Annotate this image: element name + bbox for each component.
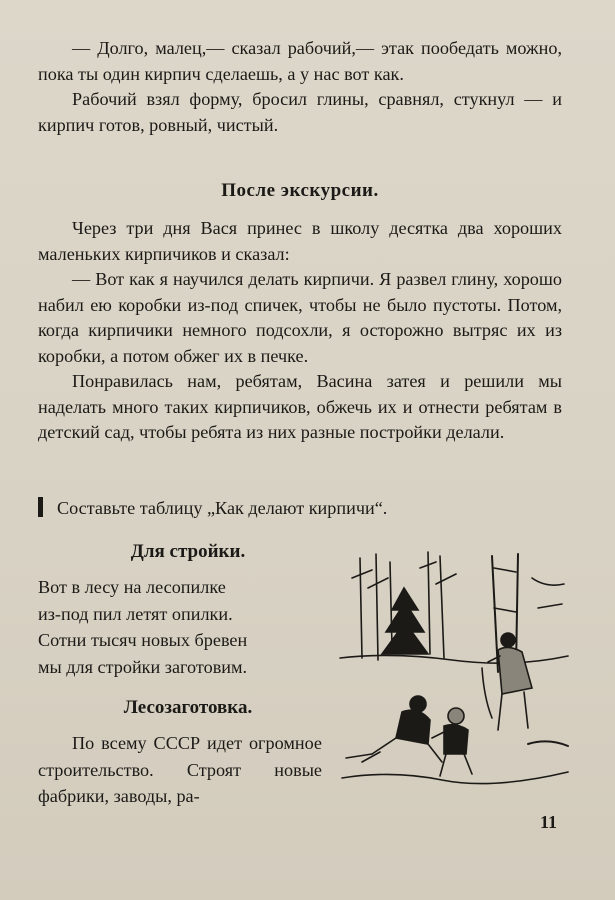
paragraph-logging: По всему СССР идет огромное строительство. Строят новые фабрики, заводы, ра- (38, 733, 322, 806)
paragraph-how-made: — Вот как я научился делать кирпичи. Я развел глину, хорошо набил ею коробки из-под спичек, чтобы не было пустоты. Потом, когда кирпичики немного подсохли, я осторожно вытряс их из коробки, а потом обжег их в печке. (38, 269, 562, 366)
logging-text-block (38, 730, 322, 810)
paragraph-vasya: Через три дня Вася принес в школу десятка два хороших маленьких кирпичиков и сказал: (38, 218, 562, 264)
poem-line: из-под пил летят опилки. (38, 603, 233, 624)
paragraph-worker: Рабочий взял форму, бросил глины, сравнял, стукнул — и кирпич готов, ровный, чистый. (38, 89, 562, 135)
task-text: Составьте таблицу „Как делают кирпичи“. (57, 498, 388, 518)
poem-heading: Для стройки. (130, 541, 246, 562)
top-text-block (38, 36, 562, 138)
section-heading-excursion: После экскурсии. (221, 180, 379, 201)
task-marker-icon (38, 497, 43, 517)
paragraph-decision: Понравилась нам, ребятам, Васина затея и решили мы наделать много таких кирпичиков, обжечь их и отнести ребятам в детский сад, чтобы ребята из них разные постройки делали. (38, 371, 562, 442)
poem (38, 574, 338, 680)
forest-workers-illustration-icon (332, 548, 570, 796)
excursion-section (38, 180, 562, 202)
excursion-text-block (38, 216, 562, 446)
paragraph-dialogue: — Долго, малец,— сказал рабочий,— этак пообедать можно, пока ты один кирпич сделаешь, а у нас вот как. (38, 38, 562, 84)
page-number: 11 (540, 812, 558, 832)
task-line (38, 496, 562, 522)
poem-line: Вот в лесу на лесопилке (38, 577, 226, 597)
logging-heading: Лесозаготовка. (123, 697, 253, 718)
poem-line: Сотни тысяч новых бревен (38, 630, 248, 650)
poem-line: мы для стройки заготовим. (38, 656, 248, 677)
